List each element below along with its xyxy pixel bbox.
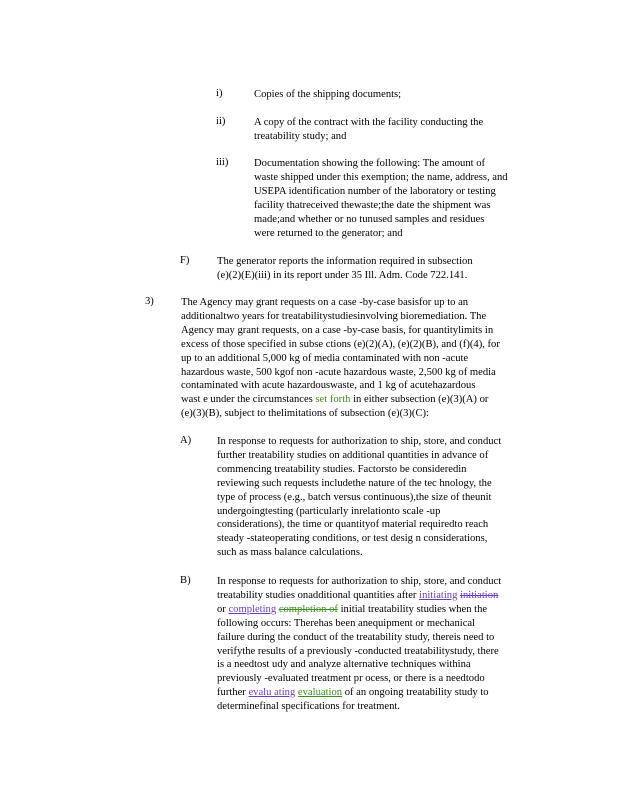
text-line: reviewing such requests includethe nature of the tec hnology, the [217,477,492,489]
inserted-text: initiating [419,589,458,601]
item-F-text [217,255,507,283]
text-segment: of an ongoing treatability study to [344,687,489,699]
text-line: In response to requests for authorization to ship, store, and conduct [217,576,502,587]
inserted-text: evalu ating [248,687,296,699]
text-line: commencing treatability studies. Factorsto be consideredin [217,463,467,475]
inserted-text: set forth [315,394,351,406]
text-line [217,589,537,603]
text-segment: further [217,687,246,699]
text-line: USEPA identification number of the laboratory or testing [254,185,496,197]
text-line: undergoingtesting (particularly inrelationto scale -up [217,505,441,517]
text-line: is a needtost udy and analyze alternative techniques withina [217,659,471,671]
text-line: steady -stateoperating conditions, or test desig n considerations, [217,533,488,545]
text-line: failure during the conduct of the treatability study, thereis need to [217,631,495,643]
text-line: hazardous waste, 500 kgof non -acute hazardous waste, 2,500 kg of media [181,366,496,378]
inserted-text: evaluation [297,687,343,699]
text-line [217,603,537,617]
text-line: The Agency may grant requests on a case -by-case basisfor up to an [181,297,469,308]
text-line: waste shipped under this exemption; the name, address, and [254,171,508,183]
text-line: The generator reports the information required in subsection [217,256,473,267]
text-segment: initial treatability studies when the [340,603,488,615]
text-line: considerations), the time or quantityof material requiredto reach [217,519,489,531]
paragraph-3-text [181,296,541,421]
text-segment: wast e under the circumstances [181,394,313,406]
item-iii-marker: iii) [216,157,229,168]
item-B-text [217,575,537,714]
text-line: Agency may grant requests, on a case -by-case basis, for quantitylimits in [181,324,494,336]
text-line: contaminated with acute hazardouswaste, and 1 kg of acutehazardous [181,380,476,392]
text-line: type of process (e.g., batch versus continuous),the size of theunit [217,491,492,503]
text-line: further treatability studies on additional quantities in advance of [217,449,489,461]
text-line: A copy of the contract with the facility conducting the [254,117,484,128]
item-i-marker: i) [216,88,223,99]
text-line: previously -evaluated treatment pr ocess, or there is a needtodo [217,673,485,685]
item-ii-text [254,116,544,144]
text-line: verifythe results of a previously -conducted treatabilitystudy, there [217,645,499,657]
text-line [217,686,537,700]
item-iii-text [254,157,544,240]
text-line: facility thatreceived thewaste;the date the shipment was [254,199,491,211]
text-line: Copies of the shipping documents; [254,89,402,100]
text-segment: or [217,603,226,615]
item-A-text [217,435,537,560]
item-i-text [254,88,544,102]
text-line: were returned to the generator; and [254,227,403,239]
text-line: made;and whether or no tunused samples and residues [254,213,485,225]
item-B-marker: B) [180,575,191,586]
paragraph-3-marker: 3) [145,296,154,307]
text-line: Documentation showing the following: The amount of [254,158,486,169]
text-line: determinefinal specifications for treatment. [217,701,400,713]
item-ii-marker: ii) [216,116,226,127]
text-line: treatability study; and [254,130,347,142]
item-A-marker: A) [180,435,192,446]
inserted-text: completing [228,603,277,615]
text-line: additionaltwo years for treatabilitystudiesinvolving bioremediation. The [181,310,487,322]
text-line: excess of those specified in subse ctions (e)(2)(A), (e)(2)(B), and (f)(4), for [181,338,500,350]
text-line [181,393,541,407]
text-segment: treatability studies onadditional quantities after [217,589,417,601]
text-line: In response to requests for authorization to ship, store, and conduct [217,436,502,447]
text-line: following occurs: Therehas been anequipment or mechanical [217,617,476,629]
deleted-text: initiation [460,589,499,601]
text-line: such as mass balance calculations. [217,547,363,559]
deleted-text: completion of [278,603,338,615]
text-segment: in either subsection (e)(3)(A) or [353,394,489,406]
text-line: (e)(2)(E)(iii) in its report under 35 Ill. Adm. Code 722.141. [217,269,468,281]
text-line: up to an additional 5,000 kg of media contaminated with non -acute [181,352,469,364]
text-line: (e)(3)(B), subject to thelimitations of subsection (e)(3)(C): [181,408,430,420]
item-F-marker: F) [180,255,190,266]
